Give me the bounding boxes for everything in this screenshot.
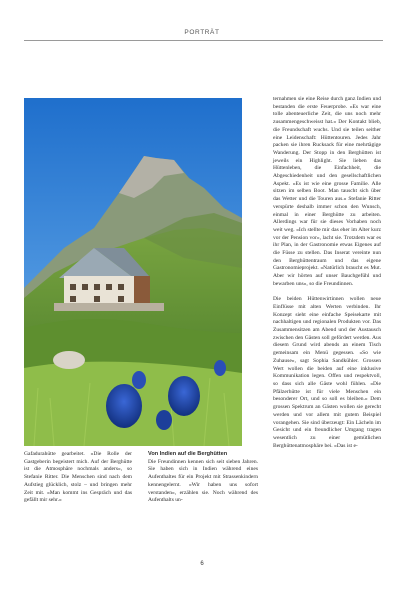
article-column-middle [148, 451, 258, 505]
paragraph: Gafadurahütte gearbeitet. «Die Rolle der Gastgeberin begeistert mich. Auf der Berghütte ist die Atmosphäre nochmals anders», so Stefanie Ritter. Die Menschen sind nach dem Aufstieg glücklich, stolz – und bringen mehr Zeit mit. «Man kommt ins Gespräch und das gefällt mir sehr.» [24, 451, 132, 504]
section-subhead: Von Indien auf die Berghütten [148, 451, 228, 457]
paragraph: Die Freundinnen kennen sich seit sieben Jahren. Sie haben sich in Indien während eines Aufenthaltes für ein Projekt mit Strassenkindern kennengelernt. «Wir haben uns sofort verstanden», erzählen sie. Noch während des Aufenthalts un- [148, 458, 258, 504]
article-column-left [24, 451, 132, 505]
mountain-hut-photo [24, 98, 242, 446]
header-rule [24, 40, 383, 41]
paragraph: Die beiden Hüttenwirtinnen wollen neue Einflüsse mit alten Werten verbinden. Ihr Konzept sieht eine einfache Speisekarte mit nachhaltigen und regionalen Produkten vor. Das Zusammensitzen am Abend und der Austausch zwischen den Gästen soll gefördert werden. Aus diesem Grund wird abends an einem Tisch gemeinsam ein Menü gegessen. «So wie Zuhause», sagt Sophia Sandkühler. Grossen Wert wollen die beiden auf eine inklusive Kommunikation legen. Offen und respektvoll, so dass sich alle Gäste wohl fühlen. «Die Pfälzerhütte ist für viele Menschen ein besonderer Ort, und so soll es bleiben.» Dem grossen Spektrum an Gästen wollen sie gerecht werden und vor allem mit gutem Beispiel vorangehen. Sie sind überzeugt: Ein Lächeln im Gesicht und ein freundlicher Umgang tragen wesentlich zu einer gemütlichen Berghüttenatmosphäre bei. «Das ist e- [273, 296, 381, 449]
photo-illustration [24, 98, 242, 446]
section-label: PORTRÄT [184, 29, 220, 36]
page-number: 6 [200, 561, 204, 567]
paragraph: ternahmen sie eine Reise durch ganz Indien und bestanden die erste Feuerprobe. «Es war eine tolle abenteuerliche Zeit, die uns noch mehr zusammengeschweisst hat.» Der Kontakt blieb, die Freundschaft wuchs. Und sie teilen seither eine Leidenschaft: Hüttentouren. Jedes Jahr packen sie ihren Rucksack für eine mehrtägige Wanderung. Der Stopp in den Berghütten ist jeweils ein Highlight. Sie lieben das Hüttenleben, die Einfachheit, die Abgeschiedenheit und den gesellschaftlichen Aspekt. «Es ist wie eine grosse Familie. Alle sitzen im selben Boot. Man tauscht sich über das Wetter und die Touren aus.» Stefanie Ritter verspürte deshalb immer schon den Wunsch, einmal in einer Berghütte zu arbeiten. Allerdings war für sie dieses Vorhaben noch weit weg. «Ich stellte mir das eher im Alter kurz vor der Pension vor», lacht sie. Trotzdem war es ihr Plan, in der Gastronomie etwas Eigenes auf die Füsse zu stellen. Das Inserat vereinte nun den Berghüttentraum und das eigene Gastronomieprojekt. «Natürlich braucht es Mut. Aber wir hörten auf unser Bauchgefühl und bewarben uns», so die Freundinnen. [273, 96, 381, 287]
article-column-right [273, 96, 381, 450]
